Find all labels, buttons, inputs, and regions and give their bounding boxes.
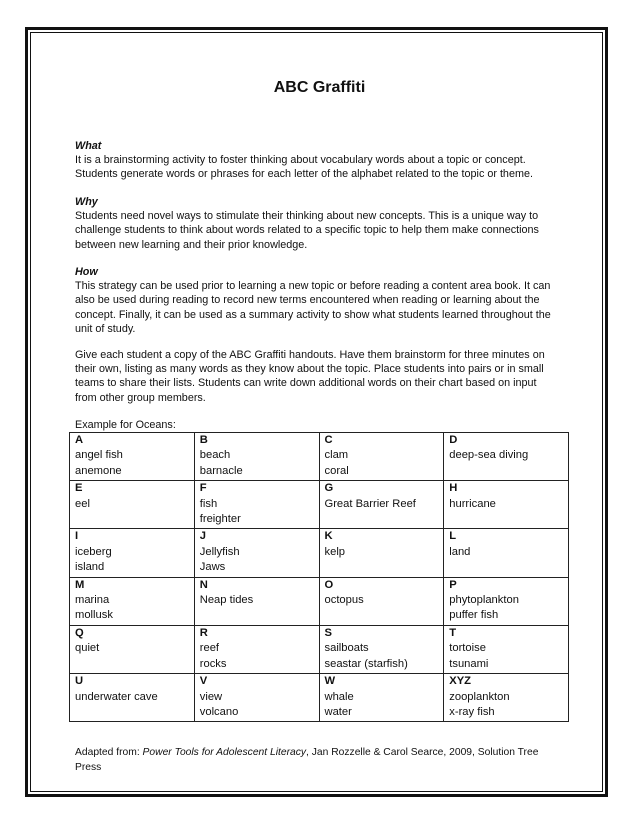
table-row — [70, 625, 569, 673]
table-row — [70, 674, 569, 722]
cell-letter: L — [449, 530, 457, 543]
cell-word: underwater cave — [75, 690, 158, 703]
section-why — [75, 195, 570, 252]
footer-suffix: , Jan Rozzelle & Carol Searce, 2009, Solution Tree — [306, 747, 539, 758]
cell-word: barnacle — [199, 464, 243, 477]
table-row — [70, 481, 569, 529]
why-line-3: between new learning and their prior knowledge. — [75, 238, 308, 251]
table-cell — [444, 433, 569, 481]
table-cell — [194, 625, 319, 673]
table-cell — [319, 674, 444, 722]
cell-word: eel — [75, 497, 90, 510]
what-line-2: Students generate words or phrases for each letter of the alphabet related to the topic or theme. — [75, 168, 533, 181]
table-cell — [319, 433, 444, 481]
cell-word: anemone — [75, 464, 122, 477]
table-cell — [70, 577, 195, 625]
section-heading-what: What — [75, 140, 102, 152]
cell-word: phytoplankton — [449, 594, 519, 607]
what-line-1: It is a brainstorming activity to foster thinking about vocabulary words about a topic or concept. — [75, 154, 526, 167]
cell-word: whale — [324, 690, 354, 703]
cell-letter: F — [199, 482, 207, 495]
how-line-4: unit of study. — [75, 322, 136, 335]
table-cell — [444, 625, 569, 673]
table-cell — [194, 481, 319, 529]
cell-word: view — [199, 690, 223, 703]
table-cell — [194, 529, 319, 577]
cell-word: clam — [324, 449, 349, 462]
cell-word: marina — [75, 594, 110, 607]
cell-letter: B — [199, 434, 208, 446]
cell-word: mollusk — [75, 609, 113, 622]
abc-graffiti-table — [69, 432, 569, 722]
cell-letter: N — [199, 578, 208, 591]
table-cell — [319, 625, 444, 673]
table-cell — [194, 674, 319, 722]
cell-letter: W — [324, 675, 336, 688]
table-cell — [319, 577, 444, 625]
why-line-2: challenge students to think about words related to a specific topic to help them make connections — [75, 224, 539, 237]
why-line-1: Students need novel ways to stimulate their thinking about new concepts. This is a unique way to — [75, 210, 539, 223]
cell-word: zooplankton — [449, 690, 510, 703]
cell-word: sailboats — [324, 642, 369, 655]
give-line-1: Give each student a copy of the ABC Graffiti handouts. Have them brainstorm for three minutes on — [75, 349, 545, 361]
cell-letter: J — [199, 530, 206, 543]
give-line-4: from other group members. — [75, 391, 206, 404]
cell-letter: A — [75, 434, 84, 446]
cell-word: reef — [199, 642, 220, 655]
cell-word: Great Barrier Reef — [324, 497, 416, 510]
cell-letter: G — [324, 482, 334, 495]
cell-letter: H — [449, 482, 458, 495]
section-heading-why: Why — [75, 196, 98, 208]
cell-word: beach — [199, 449, 231, 462]
cell-word: tsunami — [449, 657, 489, 670]
section-what — [75, 139, 570, 182]
cell-word: tortoise — [449, 642, 486, 655]
cell-word: freighter — [199, 513, 241, 526]
section-how — [75, 265, 570, 336]
cell-word: x-ray fish — [449, 705, 495, 718]
table-row — [70, 577, 569, 625]
cell-letter: E — [75, 482, 83, 495]
section-give — [75, 348, 570, 405]
table-cell — [194, 433, 319, 481]
cell-letter: C — [324, 434, 333, 446]
cell-word: Jellyfish — [199, 545, 240, 558]
example-caption: Example for Oceans: — [75, 419, 176, 431]
table-cell — [70, 625, 195, 673]
give-line-3: teams to share their lists. Students can write down additional words on their chart based on input — [75, 377, 537, 390]
cell-letter: V — [199, 675, 208, 688]
table-cell — [444, 481, 569, 529]
cell-word: deep-sea diving — [449, 449, 529, 462]
cell-word: island — [75, 561, 105, 574]
cell-letter: R — [199, 626, 208, 639]
give-line-2: their own, listing as many words as they know about the topic. Place students into pairs or in small — [75, 363, 544, 376]
footer-citation — [75, 746, 565, 775]
cell-word: puffer fish — [449, 609, 499, 622]
cell-letter: P — [449, 578, 457, 591]
table-row — [70, 529, 569, 577]
page-title: ABC Graffiti — [273, 79, 366, 96]
cell-letter: XYZ — [449, 675, 472, 688]
footer-prefix: Adapted from: — [75, 747, 143, 758]
cell-letter: D — [449, 434, 458, 446]
how-line-3: concept. Finally, it can be used as a summary activity to show what students learned throughout the — [75, 308, 551, 321]
cell-word: octopus — [324, 594, 364, 607]
cell-word: iceberg — [75, 545, 112, 558]
cell-word: kelp — [324, 545, 346, 558]
cell-letter: I — [75, 530, 79, 543]
table-cell — [444, 674, 569, 722]
table-cell — [444, 577, 569, 625]
footer-line-2: Press — [75, 761, 102, 773]
cell-letter: T — [449, 626, 457, 639]
footer-book-title: Power Tools for Adolescent Literacy — [142, 747, 307, 758]
cell-word: hurricane — [449, 497, 496, 510]
how-line-2: also be used during reading to record new terms encountered when reading or learning about the — [75, 294, 540, 307]
cell-word: seastar (starfish) — [324, 657, 408, 670]
cell-word: water — [324, 705, 352, 718]
table-cell — [194, 577, 319, 625]
cell-word: volcano — [199, 705, 239, 718]
cell-word: angel fish — [75, 449, 123, 462]
cell-word: coral — [324, 464, 349, 477]
cell-letter: O — [324, 578, 334, 591]
cell-word: Jaws — [199, 561, 226, 574]
table-cell — [319, 529, 444, 577]
cell-letter: K — [324, 530, 333, 543]
table-cell — [70, 481, 195, 529]
table-cell — [70, 529, 195, 577]
section-heading-how: How — [75, 266, 98, 278]
table-row — [70, 433, 569, 481]
table-cell — [319, 481, 444, 529]
cell-word: fish — [199, 497, 218, 510]
how-line-1: This strategy can be used prior to learning a new topic or before reading a content area book. It can — [75, 280, 551, 293]
table-cell — [70, 674, 195, 722]
cell-word: Neap tides — [199, 594, 254, 607]
cell-word: land — [449, 545, 471, 558]
cell-letter: M — [75, 578, 85, 591]
cell-letter: Q — [75, 626, 84, 639]
cell-word: quiet — [75, 642, 100, 655]
table-cell — [444, 529, 569, 577]
cell-letter: S — [324, 626, 332, 639]
table-cell — [70, 433, 195, 481]
cell-word: rocks — [199, 657, 227, 670]
cell-letter: U — [75, 675, 84, 688]
